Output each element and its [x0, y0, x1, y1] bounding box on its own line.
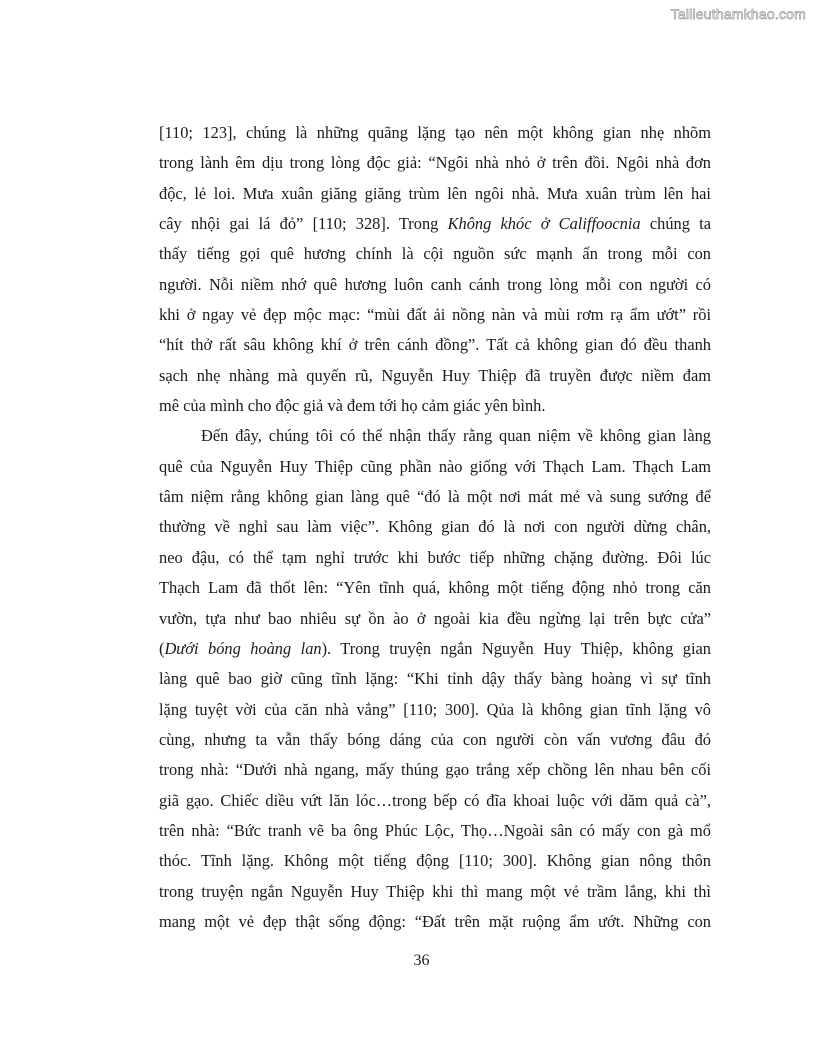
- page-number: 36: [413, 952, 430, 969]
- text-line: [159, 695, 711, 725]
- text-segment: lặng tuyệt vời của căn nhà vắng” [110; 300]. Qủa là không gian tĩnh lặng vô: [159, 699, 711, 719]
- text-segment: trong nhà: “Dưới nhà ngang, mấy thúng gạo trắng xếp chồng lên nhau bên cối: [159, 760, 711, 780]
- text-segment: ). Trong truyện ngắn Nguyễn Huy Thiệp, không gian: [321, 638, 711, 658]
- text-segment: neo đậu, có thể tạm nghỉ trước khi bước tiếp những chặng đường. Đôi lúc: [159, 547, 711, 567]
- text-segment: cây nhội gai lá đỏ” [110; 328]. Trong: [159, 214, 448, 234]
- text-line: [159, 725, 711, 755]
- document-body: [159, 118, 711, 937]
- text-line: [159, 664, 711, 694]
- text-line: [159, 300, 711, 330]
- italic-title: Không khóc ở Califfoocnia: [447, 214, 641, 234]
- text-segment: tâm niệm rằng không gian làng quê “đó là một nơi mát mẻ và sung sướng để: [159, 487, 711, 507]
- text-line: [159, 543, 711, 573]
- text-line: [159, 391, 711, 421]
- text-segment: người. Nỗi niềm nhớ quê hương luôn canh cánh trong lòng mỗi con người có: [159, 274, 711, 294]
- text-line: [159, 421, 711, 451]
- text-segment: (: [159, 638, 165, 658]
- text-line: [159, 148, 711, 178]
- text-line: [159, 330, 711, 360]
- watermark-text: Tailieuthamkhao.com: [670, 6, 806, 22]
- text-segment: thóc. Tĩnh lặng. Không một tiếng động [110; 300]. Không gian nông thôn: [159, 851, 711, 871]
- paragraph: [159, 421, 711, 937]
- text-line: [159, 179, 711, 209]
- text-line: [159, 573, 711, 603]
- text-line: [159, 209, 711, 239]
- text-segment: mê của mình cho độc giả và đem tới họ cảm giác yên bình.: [159, 396, 546, 416]
- text-segment: trong lành êm dịu trong lòng độc giả: “Ngôi nhà nhỏ ở trên đồi. Ngôi nhà đơn: [159, 153, 711, 173]
- text-segment: vườn, tựa như bao nhiêu sự ồn ào ở ngoài kia đều ngừng lại trên bực cửa”: [159, 608, 711, 628]
- text-segment: khi ở ngay vẻ đẹp mộc mạc: “mùi đất ải nồng nàn và mùi rơm rạ ẩm ướt” rồi: [159, 305, 711, 325]
- text-segment: trong truyện ngắn Nguyễn Huy Thiệp khi thì mang một vẻ trầm lắng, khi thì: [159, 881, 711, 901]
- text-line: [159, 270, 711, 300]
- text-line: [159, 907, 711, 937]
- text-line: [159, 877, 711, 907]
- text-segment: cùng, nhưng ta vẫn thấy bóng dáng của con người còn vấn vương đâu đó: [159, 729, 711, 749]
- text-line: [159, 755, 711, 785]
- italic-title: Dưới bóng hoàng lan: [164, 638, 322, 658]
- text-segment: mang một vẻ đẹp thật sống động: “Đất trên mặt ruộng ẩm ướt. Những con: [159, 911, 711, 931]
- text-line: [159, 239, 711, 269]
- text-segment: thường về nghỉ sau làm việc”. Không gian đó là nơi con người dừng chân,: [159, 517, 711, 537]
- text-segment: “hít thở rất sâu không khí ở trên cánh đồng”. Tất cả không gian đó đều thanh: [159, 335, 711, 355]
- text-segment: độc, lẻ loi. Mưa xuân giăng giăng trùm lên ngôi nhà. Mưa xuân trùm lên hai: [159, 183, 711, 203]
- text-line: [159, 634, 711, 664]
- text-line: [159, 786, 711, 816]
- text-segment: trên nhà: “Bức tranh vẽ ba ông Phúc Lộc, Thọ…Ngoài sân có mấy con gà mổ: [159, 820, 711, 840]
- text-line: [159, 361, 711, 391]
- text-segment: thấy tiếng gọi quê hương chính là cội nguồn sức mạnh ẩn trong mỗi con: [159, 244, 711, 264]
- text-segment: quê của Nguyễn Huy Thiệp cũng phần nào giống với Thạch Lam. Thạch Lam: [159, 456, 711, 476]
- text-line: [159, 482, 711, 512]
- text-segment: sạch nhẹ nhàng mà quyến rũ, Nguyễn Huy Thiệp đã truyền được niềm đam: [159, 365, 711, 385]
- text-line: [159, 816, 711, 846]
- text-segment: Thạch Lam đã thốt lên: “Yên tĩnh quá, không một tiếng động nhỏ trong căn: [159, 578, 711, 598]
- text-segment: giã gạo. Chiếc diều vứt lăn lóc…trong bếp có đĩa khoai luộc với dăm quả cà”,: [159, 790, 711, 810]
- text-line: [159, 846, 711, 876]
- text-line: [159, 452, 711, 482]
- text-line: [159, 512, 711, 542]
- text-segment: chúng ta: [640, 214, 711, 234]
- text-line: [159, 118, 711, 148]
- text-segment: làng quê bao giờ cũng tĩnh lặng: “Khi tỉnh dậy thấy bàng hoàng vì sự tĩnh: [159, 669, 711, 689]
- paragraph: [159, 118, 711, 421]
- text-segment: Đến đây, chúng tôi có thể nhận thấy rằng quan niệm về không gian làng: [201, 426, 711, 446]
- text-segment: [110; 123], chúng là những quãng lặng tạo nên một không gian nhẹ nhõm: [159, 123, 711, 142]
- text-line: [159, 604, 711, 634]
